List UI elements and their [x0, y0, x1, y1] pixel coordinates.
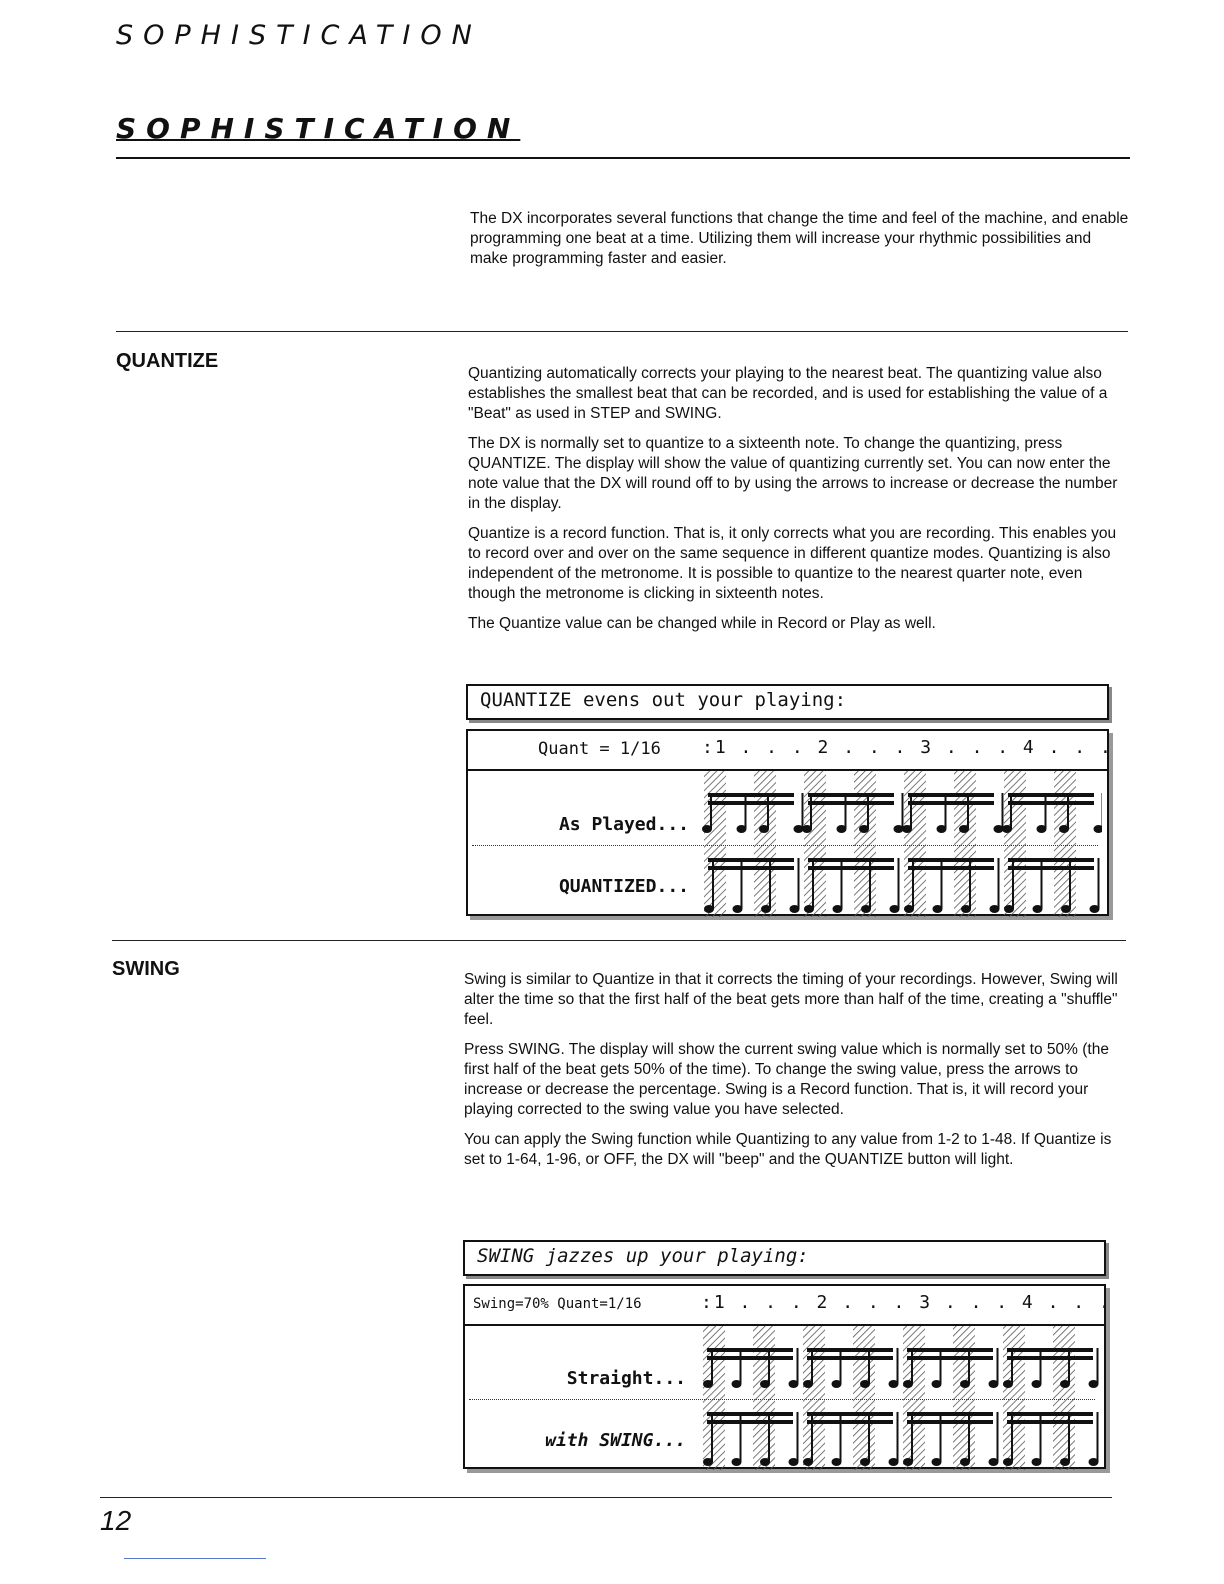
quant-setting: Quant = 1/16 [538, 739, 661, 759]
beat-hatch [1003, 1326, 1025, 1470]
page-number: 12 [100, 1505, 132, 1536]
as-played-label: As Played... [558, 814, 689, 835]
quantize-figure-header [468, 731, 1113, 771]
note-head [704, 905, 714, 913]
note-beam [908, 801, 994, 805]
note-head [1037, 825, 1047, 833]
quantize-figure [466, 729, 1113, 916]
note-beam [908, 858, 994, 862]
note-head [1089, 1380, 1099, 1388]
title-rule [116, 157, 1130, 159]
swing-rule [112, 940, 1126, 941]
quantize-heading: QUANTIZE [116, 350, 219, 372]
note-head [789, 1458, 799, 1466]
note-beam [808, 866, 894, 870]
note-head [932, 1380, 942, 1388]
note-head [833, 905, 843, 913]
note-head [933, 905, 943, 913]
note-beam [1007, 1420, 1093, 1424]
note-head [990, 905, 1000, 913]
swing-figure-title: SWING jazzes up your playing: [463, 1240, 1106, 1276]
beat-hatch [1053, 1326, 1075, 1470]
beat-ruler: :1 . . . 2 . . . 3 . . . 4 . . . [702, 737, 1113, 758]
note-head [861, 905, 871, 913]
beat-hatch [953, 1326, 975, 1470]
note-head [760, 1458, 770, 1466]
note-head [1004, 905, 1014, 913]
note-beam [707, 1348, 793, 1352]
note-head [1033, 905, 1043, 913]
note-head [1094, 825, 1103, 833]
note-beam [807, 1356, 893, 1360]
swing-notation [701, 1326, 1101, 1470]
note-head [903, 1458, 913, 1466]
swing-text [464, 970, 1124, 1180]
note-beam [707, 1356, 793, 1360]
note-head [790, 905, 800, 913]
note-head [989, 1458, 999, 1466]
beat-hatch [1054, 771, 1076, 917]
note-head [732, 1458, 742, 1466]
note-head [904, 905, 914, 913]
note-head [959, 825, 969, 833]
beat-hatch [904, 771, 926, 917]
note-beam [1007, 1356, 1093, 1360]
note-beam [908, 866, 994, 870]
beat-hatch [803, 1326, 825, 1470]
note-head [860, 1380, 870, 1388]
page-title: SOPHISTICATION [116, 112, 521, 145]
note-beam [907, 1412, 993, 1416]
note-beam [807, 1348, 893, 1352]
note-head [733, 905, 743, 913]
note-beam [1008, 801, 1094, 805]
note-head [903, 1380, 913, 1388]
note-head [702, 825, 712, 833]
note-head [1059, 825, 1069, 833]
quantize-rule [116, 331, 1128, 332]
note-head [989, 1380, 999, 1388]
note-head [889, 1458, 899, 1466]
with-swing-label: with SWING... [545, 1430, 686, 1451]
note-head [960, 1458, 970, 1466]
note-head [803, 1380, 813, 1388]
note-beam [1008, 858, 1094, 862]
note-head [960, 1380, 970, 1388]
note-head [703, 1380, 713, 1388]
note-beam [807, 1412, 893, 1416]
swing-paragraph: Press SWING. The display will show the current swing value which is normally set to 50% (the first half of the beat gets 50% of the time). To change the swing value, press the arrows to increase or decrease the percentage. Swing is a Record function. That is, it will record your playing corrected to the swing value you have selected. [464, 1041, 1109, 1118]
beat-hatch [753, 1326, 775, 1470]
note-beam [808, 858, 894, 862]
note-head [1003, 1458, 1013, 1466]
note-head [859, 825, 869, 833]
beat-hatch [854, 771, 876, 917]
beat-hatch [903, 1326, 925, 1470]
running-head: SOPHISTICATION [116, 20, 482, 51]
note-head [889, 1380, 899, 1388]
note-beam [707, 1420, 793, 1424]
quantize-paragraph: Quantizing automatically corrects your playing to the nearest beat. The quantizing value also establishes the smallest beat that can be recorded, and is used for establishing the value of a "Beat" as used in STEP and SWING. [468, 365, 1108, 422]
note-beam [708, 866, 794, 870]
note-head [1060, 1380, 1070, 1388]
note-beam [1007, 1412, 1093, 1416]
note-beam [908, 793, 994, 797]
swing-figure [463, 1284, 1112, 1469]
beat-hatch [1004, 771, 1026, 917]
beat-hatch [754, 771, 776, 917]
footer-rule [100, 1497, 1112, 1498]
note-head [737, 825, 747, 833]
note-beam [708, 858, 794, 862]
note-head [789, 1380, 799, 1388]
note-head [1032, 1380, 1042, 1388]
note-head [832, 1380, 842, 1388]
note-head [837, 825, 847, 833]
footer-mark [124, 1558, 266, 1559]
swing-paragraph: Swing is similar to Quantize in that it corrects the timing of your recordings. However, Swing will alter the time so that the first half of the beat gets more than half of the time, creating a "shuffle" feel. [464, 971, 1118, 1028]
note-head [1090, 905, 1100, 913]
note-beam [907, 1420, 993, 1424]
note-head [1089, 1458, 1099, 1466]
note-beam [1008, 793, 1094, 797]
note-beam [907, 1356, 993, 1360]
note-head [902, 825, 912, 833]
quantized-label: QUANTIZED... [558, 876, 689, 897]
note-head [803, 1458, 813, 1466]
note-beam [808, 801, 894, 805]
beat-hatch [954, 771, 976, 917]
note-head [759, 825, 769, 833]
note-beam [707, 1412, 793, 1416]
note-head [732, 1380, 742, 1388]
note-head [703, 1458, 713, 1466]
note-head [802, 825, 812, 833]
quantize-notation [702, 771, 1102, 917]
beat-ruler: :1 . . . 2 . . . 3 . . . 4 . . . [701, 1292, 1112, 1313]
note-beam [708, 793, 794, 797]
note-head [890, 905, 900, 913]
beat-hatch [703, 1326, 725, 1470]
note-beam [708, 801, 794, 805]
note-head [1002, 825, 1012, 833]
note-head [1060, 1458, 1070, 1466]
note-head [961, 905, 971, 913]
quantize-text [468, 364, 1128, 644]
beat-hatch [853, 1326, 875, 1470]
beat-hatch [804, 771, 826, 917]
note-head [832, 1458, 842, 1466]
quantize-paragraph: The DX is normally set to quantize to a sixteenth note. To change the quantizing, press QUANTIZE. The display will show the value of quantizing currently set. You can now enter the note value that the DX will round off to by using the arrows to increase or decrease the number in the display. [468, 435, 1118, 512]
note-head [932, 1458, 942, 1466]
note-beam [1007, 1348, 1093, 1352]
note-head [937, 825, 947, 833]
note-beam [807, 1420, 893, 1424]
note-head [760, 1380, 770, 1388]
note-beam [1008, 866, 1094, 870]
note-head [860, 1458, 870, 1466]
quantize-paragraph: Quantize is a record function. That is, it only corrects what you are recording. This enables you to record over and over on the same sequence in different quantize modes. Quantizing is also independent of the metronome. It is possible to quantize to the nearest quarter note, even though the metronome is clicking in sixteenth notes. [468, 525, 1117, 602]
note-head [804, 905, 814, 913]
note-head [761, 905, 771, 913]
note-head [1061, 905, 1071, 913]
note-beam [907, 1348, 993, 1352]
quantize-paragraph: The Quantize value can be changed while in Record or Play as well. [468, 615, 936, 632]
quantize-figure-title: QUANTIZE evens out your playing: [466, 684, 1109, 720]
beat-hatch [704, 771, 726, 917]
swing-heading: SWING [112, 958, 180, 980]
swing-paragraph: You can apply the Swing function while Quantizing to any value from 1-2 to 1-48. If Quantize is set to 1-64, 1-96, or OFF, the DX will "beep" and the QUANTIZE button will light. [464, 1131, 1112, 1168]
intro-paragraph: The DX incorporates several functions that change the time and feel of the machine, and enable programming one beat at a time. Utilizing them will increase your rhythmic possibilities and make programming faster and easier. [470, 210, 1129, 267]
swing-setting: Swing=70% Quant=1/16 [473, 1296, 642, 1312]
straight-label: Straight... [566, 1368, 686, 1389]
note-beam [808, 793, 894, 797]
note-head [1003, 1380, 1013, 1388]
swing-figure-header [465, 1286, 1112, 1326]
note-head [1032, 1458, 1042, 1466]
